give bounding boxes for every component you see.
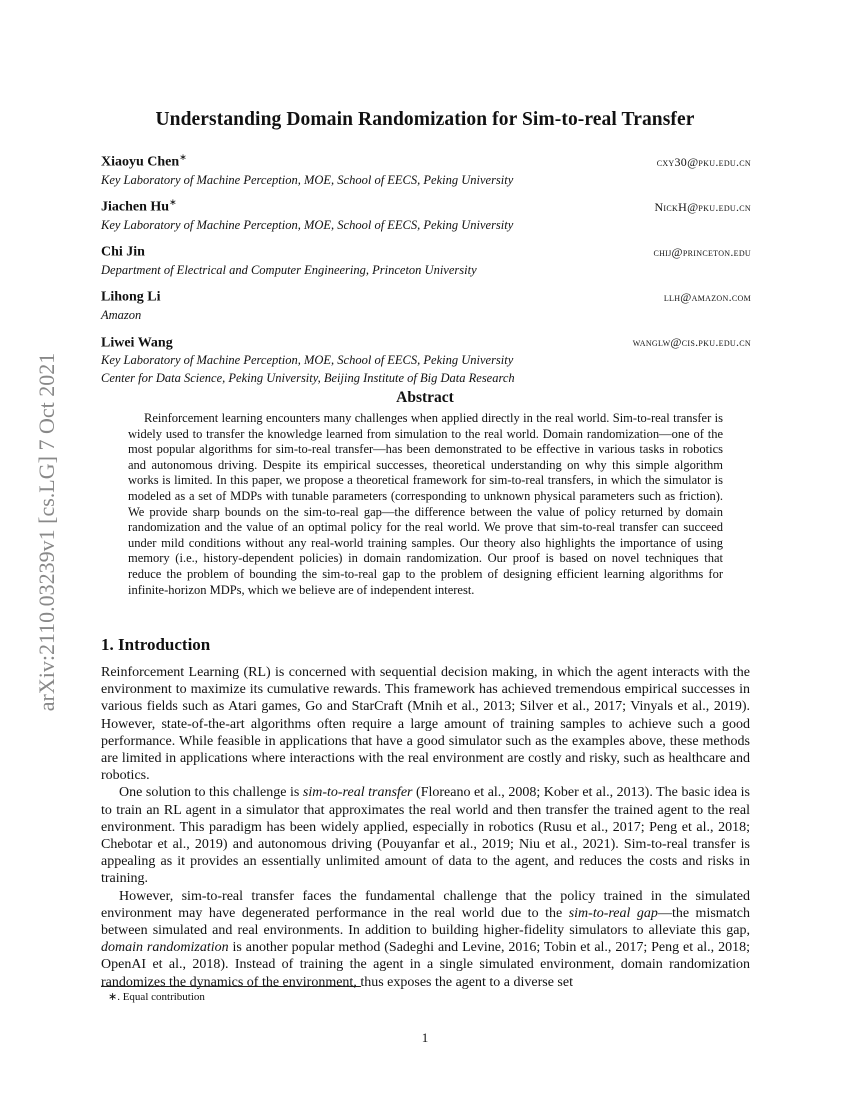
- author-affiliation: Amazon: [101, 308, 142, 323]
- paragraph: [101, 784, 750, 887]
- author-email[interactable]: cxy30@pku.edu.cn: [656, 154, 751, 169]
- page-number: 1: [421, 1030, 429, 1045]
- emphasis: sim-to-real transfer: [302, 785, 413, 801]
- text-run: (Floreano et al., 2008; Kober et al., 2013). The basic idea is to train an RL agent in a simulator that approximates the real world and then transfer the trained agent to the real environment. This paradigm has been widely applied, especially in robotics (Rusu et al., 2017; Peng et al., 2018; Chebotar et al., 2019) and autonomous driving (Pouyanfar et al., 2019; Niu et al., 2021). Sim-to-real transfer is appealing as it provides an essentially unlimited amount of data to the agent, and reduces the costs and risks in training.: [101, 785, 750, 887]
- section-heading: 1. Introduction: [101, 635, 211, 654]
- footnote: ∗. Equal contribution: [108, 991, 205, 1003]
- author-name: Liwei Wang: [101, 335, 173, 351]
- text-run: —the mismatch between simulated and real environments. In addition to building higher-fidelity simulators to alleviate this gap,: [101, 905, 750, 939]
- paper-title: Understanding Domain Randomization for Sim-to-real Transfer: [155, 109, 695, 130]
- text-run: However, sim-to-real transfer faces the fundamental challenge that the policy trained in the simulated environment may have degenerated performance in the real world due to the: [101, 888, 750, 921]
- author-entry: [101, 197, 751, 234]
- author-entry: [101, 152, 751, 189]
- author-email[interactable]: chij@princeton.edu: [653, 244, 751, 259]
- author-entry: [101, 287, 751, 324]
- abstract-text: Reinforcement learning encounters many challenges when applied directly in the real world. Sim-to-real transfer is widely used to transfer the knowledge learned from simulation to the real world. Domain randomization—one of the most popular algorithms for sim-to-real transfer—has been demonstrated to be effective in various tasks in robotics and autonomous driving. Despite its empirical successes, theoretical understanding on why this simple algorithm works is limited. In this paper, we propose a theoretical framework for sim-to-real transfers, in which the simulator is modeled as a set of MDPs with tunable parameters (corresponding to unknown physical parameters such as friction). We provide sharp bounds on the sim-to-real gap—the difference between the value of policy returned by domain randomization and the value of an optimal policy for the real world. We prove that sim-to-real transfer can succeed under mild conditions without any real-world training samples. Our theory also highlights the importance of using memory (i.e., history-dependent policies) in domain randomization. Our proof is based on novel techniques that reduce the problem of bounding the sim-to-real gap to the problem of designing efficient learning algorithms for infinite-horizon MDPs, which we believe are of independent interest.: [128, 411, 723, 597]
- author-email[interactable]: NickH@pku.edu.cn: [654, 199, 751, 214]
- emphasis: sim-to-real gap: [568, 905, 658, 921]
- footnote-divider: [101, 986, 361, 987]
- author-list: [101, 152, 751, 396]
- paragraph: [101, 888, 750, 991]
- arxiv-identifier-stamp: arXiv:2110.03239v1 [cs.LG] 7 Oct 2021: [34, 352, 59, 712]
- equal-contribution-mark: ∗: [169, 197, 177, 208]
- text-run: One solution to this challenge is: [119, 785, 303, 801]
- author-name: Jiachen Hu: [101, 199, 170, 215]
- author-name: Xiaoyu Chen: [101, 154, 180, 170]
- author-affiliation: Key Laboratory of Machine Perception, MOE, School of EECS, Peking University: [101, 217, 514, 232]
- author-affiliation: Key Laboratory of Machine Perception, MOE, School of EECS, Peking University: [101, 172, 514, 187]
- author-affiliation: Center for Data Science, Peking University, Beijing Institute of Big Data Research: [101, 371, 515, 386]
- author-name: Lihong Li: [101, 290, 161, 306]
- author-email[interactable]: wanglw@cis.pku.edu.cn: [632, 335, 751, 350]
- author-affiliation: Key Laboratory of Machine Perception, MOE, School of EECS, Peking University: [101, 353, 514, 368]
- author-entry: [101, 333, 751, 388]
- emphasis: domain randomization: [101, 940, 229, 956]
- author-email[interactable]: llh@amazon.com: [663, 290, 751, 305]
- abstract-heading: Abstract: [396, 389, 454, 406]
- equal-contribution-mark: ∗: [179, 152, 187, 162]
- author-entry: [101, 242, 751, 279]
- introduction-body: [101, 664, 750, 991]
- author-affiliation: Department of Electrical and Computer Engineering, Princeton University: [101, 262, 477, 277]
- author-name: Chi Jin: [101, 244, 145, 260]
- paragraph: Reinforcement Learning (RL) is concerned with sequential decision making, in which the agent interacts with the environment to maximize its cumulative rewards. This framework has achieved tremendous empirical successes in various fields such as Atari games, Go and StarCraft (Mnih et al., 2013; Silver et al., 2017; Vinyals et al., 2019). However, state-of-the-art algorithms often require a large amount of training samples to achieve such a good performance. While feasible in applications that have a good simulator such as the examples above, these methods are limited in applications where interactions with the real environment are costly and risky, such as healthcare and robotics.: [101, 665, 750, 784]
- text-run: is another popular method (Sadeghi and Levine, 2016; Tobin et al., 2017; Peng et al., 2018; OpenAI et al., 2018). Instead of training the agent in a single simulated environment, domain randomization randomizes the dynamics of the environment, thus exposes the agent to a diverse set: [101, 940, 750, 990]
